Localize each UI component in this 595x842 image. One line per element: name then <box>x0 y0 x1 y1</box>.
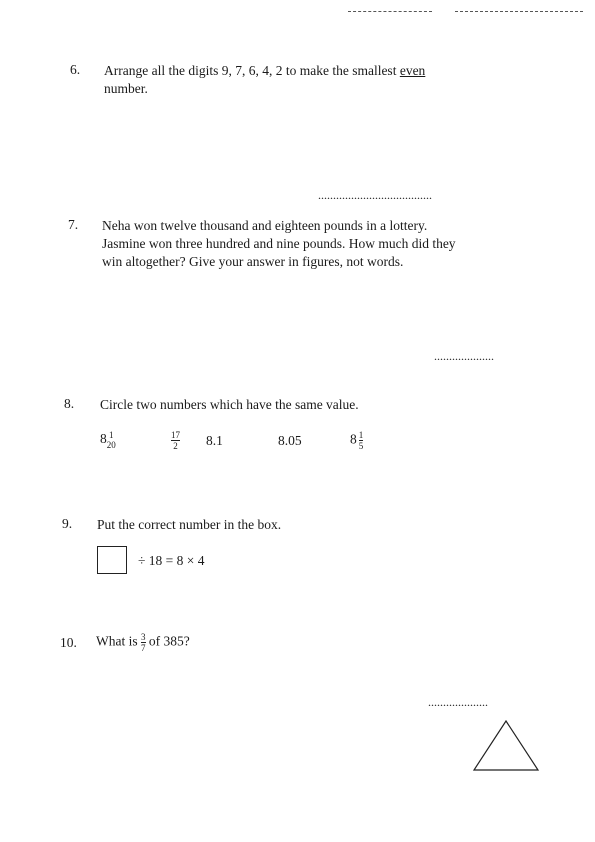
question-6-text: Arrange all the digits 9, 7, 6, 4, 2 to make the smallest even number. <box>104 63 426 96</box>
answer-line-6[interactable]: ...................................... <box>318 188 432 202</box>
answer-line-7[interactable]: .................... <box>434 349 494 363</box>
triangle-icon <box>470 718 542 774</box>
option-decimal-8-05[interactable]: 8.05 <box>278 433 302 448</box>
question-10-number: 10. <box>60 635 77 650</box>
header-rule-right <box>455 11 583 12</box>
header-rule-left <box>348 11 432 12</box>
question-8-text: Circle two numbers which have the same value. <box>100 397 359 412</box>
question-6-number: 6. <box>70 62 81 77</box>
answer-line-10[interactable]: .................... <box>428 695 488 709</box>
option-mixed-8-1-20[interactable]: 8 1 20 <box>100 430 116 450</box>
question-9-text: Put the correct number in the box. <box>97 517 282 532</box>
option-decimal-8-1[interactable]: 8.1 <box>206 433 223 448</box>
question-10-text: What is $\frac{3}{7}$ of 385? <box>96 632 190 653</box>
answer-box[interactable] <box>97 546 127 574</box>
question-7-text: Neha won twelve thousand and eighteen pounds in a lottery. Jasmine won three hundred and nine pounds. How much did they win altogether? Give your answer in figures, not words. <box>102 218 456 269</box>
question-9-number: 9. <box>62 516 73 531</box>
option-fraction-17-2[interactable]: $\frac{17}{2}$ <box>171 430 180 451</box>
option-mixed-8-1-5[interactable]: 8 $\frac{1}{5}$ <box>350 430 364 451</box>
equation: ÷ 18 = 8 × 4 <box>138 553 205 568</box>
emphasis-even: even <box>399 63 426 78</box>
question-7-number: 7. <box>68 217 79 232</box>
question-8-number: 8. <box>64 396 75 411</box>
